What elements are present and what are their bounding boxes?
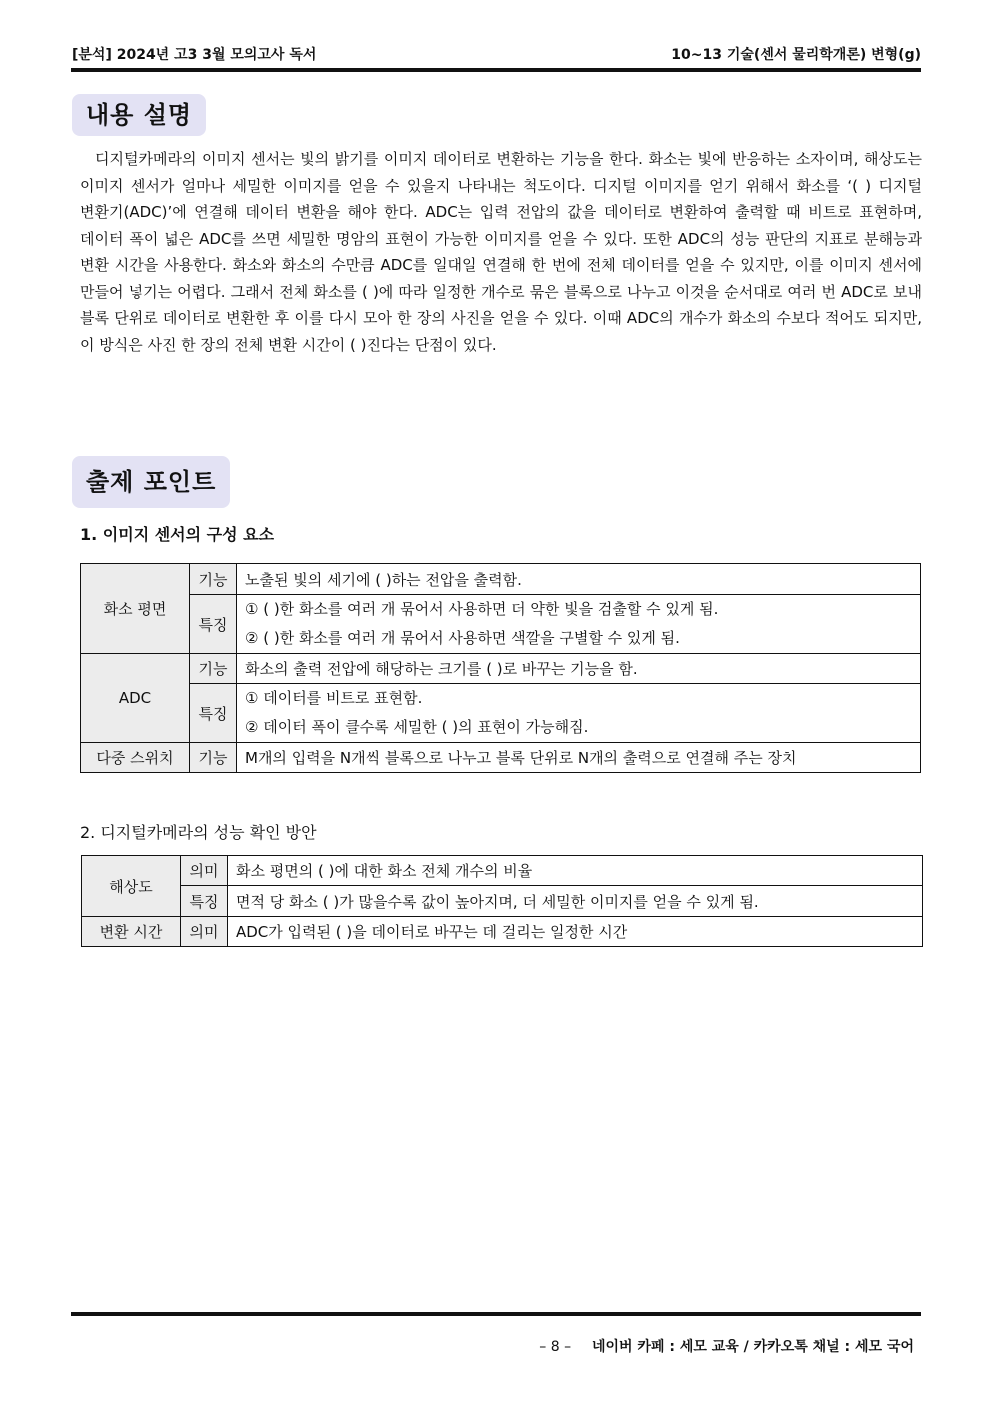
performance-table [81,855,923,947]
cell-func-label: 기능 [190,743,237,773]
cell-switch-func: M개의 입력을 N개씩 블록으로 나누고 블록 단위로 N개의 출력으로 연결해 주는 장치 [237,743,921,773]
pixel-feature-2: ② ( )한 화소를 여러 개 묶어서 사용하면 색깔을 구별할 수 있게 됨. [245,629,680,647]
page-header [72,44,921,66]
cell-res-feature: 면적 당 화소 ( )가 많을수록 값이 높아지며, 더 세밀한 이미지를 얻을 수 있게 됨. [228,886,923,917]
adc-feature-1: ① 데이터를 비트로 표현함. [245,689,423,707]
cell-conv-time: 변환 시간 [82,917,181,947]
cell-feature-label: 특징 [190,595,237,654]
components-table [80,563,921,773]
cell-res-meaning: 화소 평면의 ( )에 대한 화소 전체 개수의 비율 [228,856,923,886]
pixel-feature-1: ① ( )한 화소를 여러 개 묶어서 사용하면 더 약한 빛을 검출할 수 있게 됨. [245,600,719,618]
cell-multi-switch: 다중 스위치 [81,743,190,773]
section-title-content: 내용 설명 [72,94,206,136]
subheading-components: 1. 이미지 센서의 구성 요소 [80,525,275,544]
footer-rule [71,1312,921,1316]
header-right: 10~13 기술(센서 물리학개론) 변형(g) [671,47,921,63]
cell-resolution: 해상도 [82,856,181,917]
cell-meaning-label: 의미 [181,856,228,886]
cell-func-label: 기능 [190,654,237,684]
cell-adc-features [237,684,921,743]
page-number: – 8 – [539,1339,572,1355]
cell-func-label: 기능 [190,564,237,595]
cell-feature-label: 특징 [190,684,237,743]
cell-pixel-plane: 화소 평면 [81,564,190,654]
cell-time-meaning: ADC가 입력된 ( )을 데이터로 바꾸는 데 걸리는 일정한 시간 [228,917,923,947]
footer-text: 네이버 카페 : 세모 교육 / 카카오톡 채널 : 세모 국어 [591,1339,914,1355]
cell-adc: ADC [81,654,190,743]
cell-feature-label: 특징 [181,886,228,917]
cell-pixel-func: 노출된 빛의 세기에 ( )하는 전압을 출력함. [237,564,921,595]
cell-adc-func: 화소의 출력 전압에 해당하는 크기를 ( )로 바꾸는 기능을 함. [237,654,921,684]
header-left: [분석] 2024년 고3 3월 모의고사 독서 [72,47,317,63]
section-title-points: 출제 포인트 [72,456,230,508]
adc-feature-2: ② 데이터 폭이 클수록 세밀한 ( )의 표현이 가능해짐. [245,718,589,736]
cell-meaning-label: 의미 [181,917,228,947]
cell-pixel-features [237,595,921,654]
page-footer [539,1336,914,1356]
subheading-performance: 2. 디지털카메라의 성능 확인 방안 [80,823,317,842]
content-paragraph: 디지털카메라의 이미지 센서는 빛의 밝기를 이미지 데이터로 변환하는 기능을 한다. 화소는 빛에 반응하는 소자이며, 해상도는 이미지 센서가 얼마나 세밀한 이미지를 얻을 수 있을지 나타내는 척도이다. 디지털 이미지를 얻기 위해서 화소를 ‘( ) 디지털 변환기(ADC)’에 연결해 데이터 변환을 해야 한다. ADC는 입력 전압의 값을 데이터로 변환하여 출력할 때 비트로 표현하며, 데이터 폭이 넓은 ADC를 쓰면 세밀한 명암의 표현이 가능한 이미지를 얻을 수 있다. 또한 ADC의 성능 판단의 지표로 분해능과 변환 시간을 사용한다. 화소와 화소의 수만큼 ADC를 일대일 연결해 한 번에 전체 데이터를 얻을 수 있지만, 이를 이미지 센서에 만들어 넣기는 어렵다. 그래서 전체 화소를 ( )에 따라 일정한 개수로 묶은 블록으로 나누고 이것을 순서대로 여러 번 ADC로 보내 블록 단위로 데이터로 변환한 후 이를 다시 모아 한 장의 사진을 얻을 수 있다. 이때 ADC의 개수가 화소의 수보다 적어도 되지만, 이 방식은 사진 한 장의 전체 변환 시간이 ( )진다는 단점이 있다. [80,150,922,354]
header-rule [71,68,921,72]
